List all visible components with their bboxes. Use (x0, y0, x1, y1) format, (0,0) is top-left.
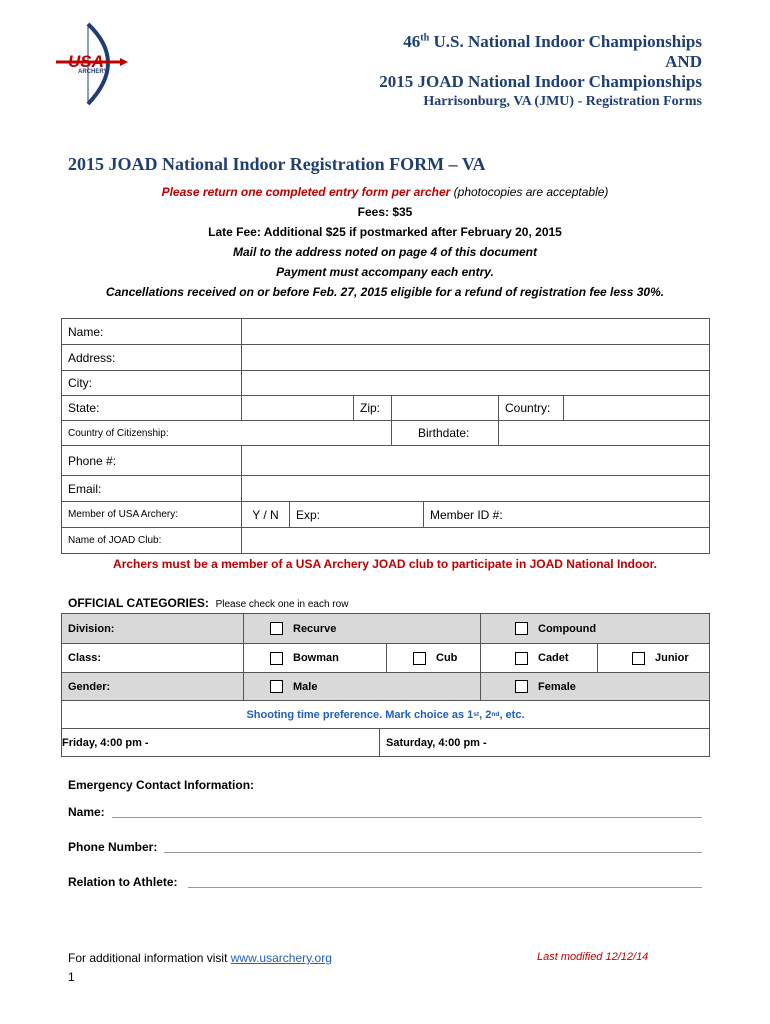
mail-instruction: Mail to the address noted on page 4 of this document (232, 245, 538, 259)
friday-slot[interactable]: Friday, 4:00 pm - (61, 728, 380, 757)
option-female[interactable]: Female (480, 672, 710, 701)
form-title: 2015 JOAD National Indoor Registration FORM – VA (68, 154, 486, 174)
phone-label: Phone #: (61, 445, 242, 476)
citizenship-label: Country of Citizenship: (61, 420, 392, 446)
email-field[interactable] (241, 475, 710, 502)
gender-label: Gender: (61, 672, 244, 701)
emergency-name-label: Name: (68, 805, 105, 819)
emergency-relation-field[interactable] (188, 887, 702, 888)
bowman-checkbox[interactable] (270, 652, 283, 665)
cadet-checkbox[interactable] (515, 652, 528, 665)
return-instruction: Please return one completed entry form per archer (photocopies are acceptable) (161, 185, 609, 199)
option-recurve[interactable]: Recurve (243, 613, 481, 644)
zip-field[interactable] (391, 395, 499, 421)
option-cadet[interactable]: Cadet (480, 643, 598, 673)
city-field[interactable] (241, 370, 710, 396)
name-label: Name: (61, 318, 242, 345)
address-label: Address: (61, 344, 242, 371)
logo-subtext: ARCHERY (78, 69, 108, 75)
footer-info: For additional information visit www.usarchery.org (68, 951, 332, 965)
birthdate-label: Birthdate: (391, 420, 499, 446)
address-field[interactable] (241, 344, 710, 371)
birthdate-field[interactable] (498, 420, 710, 446)
country-field[interactable] (563, 395, 710, 421)
female-checkbox[interactable] (515, 680, 528, 693)
fees: Fees: $35 (357, 205, 413, 219)
division-label: Division: (61, 613, 244, 644)
last-modified: Last modified 12/12/14 (537, 951, 649, 963)
header-line2: AND (665, 52, 702, 71)
option-compound[interactable]: Compound (480, 613, 710, 644)
state-label: State: (61, 395, 242, 421)
joad-club-label: Name of JOAD Club: (61, 527, 242, 554)
option-male[interactable]: Male (243, 672, 481, 701)
joad-club-field[interactable] (241, 527, 710, 554)
joad-notice: Archers must be a member of a USA Archery JOAD club to participate in JOAD National Indoor. (113, 557, 657, 571)
compound-checkbox[interactable] (515, 622, 528, 635)
emergency-relation-label: Relation to Athlete: (68, 875, 178, 889)
header-line4: Harrisonburg, VA (JMU) - Registration Forms (423, 94, 702, 109)
emergency-phone-field[interactable] (164, 852, 702, 853)
city-label: City: (61, 370, 242, 396)
exp-field[interactable]: Exp: (289, 501, 424, 528)
member-id-field[interactable]: Member ID #: (423, 501, 710, 528)
saturday-slot[interactable]: Saturday, 4:00 pm - (379, 728, 710, 757)
usarchery-link[interactable]: www.usarchery.org (230, 951, 332, 965)
email-label: Email: (61, 475, 242, 502)
late-fee: Late Fee: Additional $25 if postmarked after February 20, 2015 (208, 225, 562, 239)
option-cub[interactable]: Cub (386, 643, 481, 673)
header-line1: 46th U.S. National Indoor Championships (403, 32, 702, 51)
payment-instruction: Payment must accompany each entry. (276, 265, 494, 279)
cancellation-policy: Cancellations received on or before Feb. 27, 2015 eligible for a refund of registration fee less 30%. (105, 285, 665, 299)
emergency-heading: Emergency Contact Information: (68, 778, 255, 792)
state-field[interactable] (241, 395, 354, 421)
male-checkbox[interactable] (270, 680, 283, 693)
cub-checkbox[interactable] (413, 652, 426, 665)
logo-text: USA (68, 52, 104, 71)
page-number: 1 (68, 970, 75, 984)
member-yn[interactable]: Y / N (241, 501, 290, 528)
shooting-preference: Shooting time preference. Mark choice as 1 st , 2 nd , etc. (61, 700, 710, 729)
junior-checkbox[interactable] (632, 652, 645, 665)
option-junior[interactable]: Junior (597, 643, 710, 673)
header-line3: 2015 JOAD National Indoor Championships (379, 72, 702, 91)
member-label: Member of USA Archery: (61, 501, 242, 528)
categories-heading: OFFICIAL CATEGORIES: Please check one in each row (68, 596, 349, 610)
usa-archery-logo (50, 22, 142, 106)
phone-field[interactable] (241, 445, 710, 476)
country-label: Country: (498, 395, 564, 421)
emergency-phone-label: Phone Number: (68, 840, 158, 854)
option-bowman[interactable]: Bowman (243, 643, 387, 673)
class-label: Class: (61, 643, 244, 673)
zip-label: Zip: (353, 395, 392, 421)
emergency-name-field[interactable] (112, 817, 702, 818)
name-field[interactable] (241, 318, 710, 345)
recurve-checkbox[interactable] (270, 622, 283, 635)
